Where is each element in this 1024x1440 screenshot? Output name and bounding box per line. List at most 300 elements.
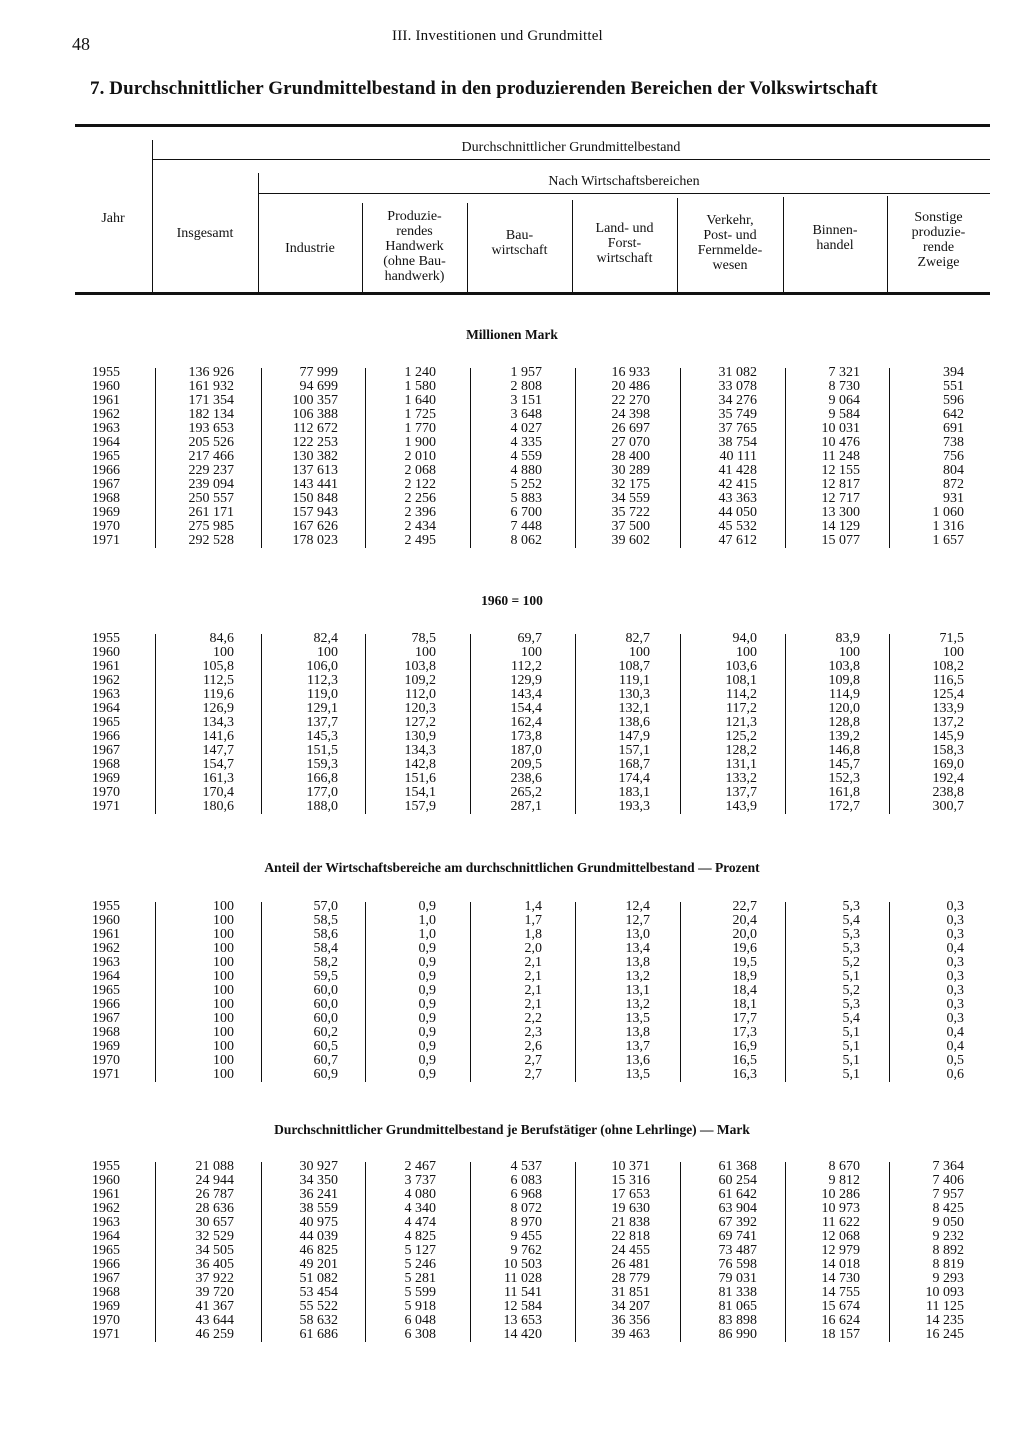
table-cell: 8 819 [932, 1257, 964, 1272]
table-cell: 58,2 [313, 955, 338, 970]
table-cell: 161,3 [202, 771, 234, 786]
table-cell: 0,3 [946, 955, 964, 970]
table-cell: 31 082 [718, 365, 757, 380]
year-cell: 1965 [92, 983, 120, 998]
table-cell: 120,0 [828, 701, 860, 716]
year-cell: 1964 [92, 969, 120, 984]
table-cell: 2,3 [524, 1025, 542, 1040]
header-industrie: Industrie [285, 241, 335, 256]
year-cell: 1971 [92, 533, 120, 548]
table-cell: 1 060 [932, 505, 964, 520]
year-cell: 1955 [92, 365, 120, 380]
column-handwerk [368, 632, 436, 814]
table-cell: 15 316 [611, 1173, 650, 1188]
year-cell: 1964 [92, 435, 120, 450]
table-cell: 9 050 [932, 1215, 964, 1230]
table-cell: 100 [213, 955, 234, 970]
table-cell: 35 749 [718, 407, 757, 422]
column-rule [470, 368, 471, 548]
table-cell: 63 904 [718, 1201, 757, 1216]
header-bottom-rule [75, 292, 990, 295]
table-cell: 82,7 [625, 631, 650, 646]
table-cell: 9 812 [828, 1173, 860, 1188]
table-cell: 5,1 [842, 1067, 860, 1082]
table-cell: 152,3 [828, 771, 860, 786]
year-cell: 1966 [92, 729, 120, 744]
table-cell: 804 [943, 463, 964, 478]
table-cell: 40 975 [299, 1215, 338, 1230]
table-cell: 45 532 [718, 519, 757, 534]
table-cell: 7 321 [828, 365, 860, 380]
table-cell: 1 640 [404, 393, 436, 408]
column-handwerk [368, 900, 436, 1082]
header-subspan-rule [258, 193, 990, 194]
table-cell: 114,2 [726, 687, 757, 702]
table-cell: 8 970 [510, 1215, 542, 1230]
table-cell: 168,7 [618, 757, 650, 772]
table-cell: 0,9 [418, 1025, 436, 1040]
table-cell: 19 630 [611, 1201, 650, 1216]
column-insgesamt [160, 632, 234, 814]
table-cell: 292 528 [188, 533, 234, 548]
table-cell: 112,2 [511, 659, 542, 674]
table-cell: 108,1 [725, 673, 757, 688]
table-cell: 131,1 [725, 757, 757, 772]
table-cell: 2,7 [524, 1053, 542, 1068]
table-cell: 265,2 [510, 785, 542, 800]
table-cell: 157,1 [618, 743, 650, 758]
table-cell: 5 883 [510, 491, 542, 506]
table-cell: 100 [213, 899, 234, 914]
year-cell: 1962 [92, 1201, 120, 1216]
table-cell: 8 670 [828, 1159, 860, 1174]
table-cell: 134,3 [202, 715, 234, 730]
table-cell: 4 340 [404, 1201, 436, 1216]
column-verkehr [683, 632, 757, 814]
table-cell: 167 626 [292, 519, 338, 534]
table-cell: 100 [317, 645, 338, 660]
table-cell: 1 900 [404, 435, 436, 450]
table-cell: 35 722 [611, 505, 650, 520]
table-cell: 2,6 [524, 1039, 542, 1054]
table-cell: 30 657 [195, 1215, 234, 1230]
table-cell: 5 281 [404, 1271, 436, 1286]
column-years [92, 900, 136, 1082]
table-cell: 7 364 [932, 1159, 964, 1174]
year-cell: 1966 [92, 997, 120, 1012]
table-cell: 1,0 [418, 927, 436, 942]
year-cell: 1962 [92, 407, 120, 422]
table-cell: 0,9 [418, 955, 436, 970]
year-cell: 1960 [92, 645, 120, 660]
table-cell: 154,7 [202, 757, 234, 772]
table-cell: 24 944 [195, 1173, 234, 1188]
table-cell: 161,8 [828, 785, 860, 800]
table-cell: 1,8 [524, 927, 542, 942]
table-cell: 100 [213, 913, 234, 928]
table-cell: 60,5 [313, 1039, 338, 1054]
table-cell: 10 476 [821, 435, 860, 450]
table-cell: 76 598 [718, 1257, 757, 1272]
year-cell: 1970 [92, 519, 120, 534]
table-cell: 24 455 [611, 1243, 650, 1258]
table-cell: 13,5 [625, 1067, 650, 1082]
table-cell: 139,2 [828, 729, 860, 744]
year-cell: 1967 [92, 1271, 120, 1286]
table-cell: 41 367 [195, 1299, 234, 1314]
table-cell: 86 990 [718, 1327, 757, 1342]
table-cell: 19,6 [732, 941, 757, 956]
table-cell: 1 725 [404, 407, 436, 422]
table-cell: 7 448 [510, 519, 542, 534]
table-cell: 1 770 [404, 421, 436, 436]
table-cell: 81 065 [718, 1299, 757, 1314]
table-cell: 137,7 [725, 785, 757, 800]
table-cell: 14 235 [925, 1313, 964, 1328]
table-cell: 11 028 [504, 1271, 542, 1286]
table-cell: 71,5 [939, 631, 964, 646]
table-cell: 12 817 [821, 477, 860, 492]
table-cell: 147,9 [618, 729, 650, 744]
table-cell: 32 529 [195, 1229, 234, 1244]
table-cell: 1 316 [932, 519, 964, 534]
table-cell: 61 368 [718, 1159, 757, 1174]
table-cell: 133,2 [725, 771, 757, 786]
table-cell: 43 644 [195, 1313, 234, 1328]
section-title: Anteil der Wirtschaftsbereiche am durchschnittlichen Grundmittelbestand — Prozent [264, 860, 760, 875]
table-cell: 12 068 [821, 1229, 860, 1244]
table-cell: 12 717 [821, 491, 860, 506]
table-cell: 58,5 [313, 913, 338, 928]
table-cell: 5,2 [842, 983, 860, 998]
table-cell: 8 425 [932, 1201, 964, 1216]
table-cell: 0,4 [946, 1039, 964, 1054]
table-cell: 28 636 [195, 1201, 234, 1216]
table-cell: 67 392 [718, 1215, 757, 1230]
table-cell: 82,4 [313, 631, 338, 646]
year-cell: 1969 [92, 771, 120, 786]
table-cell: 116,5 [933, 673, 964, 688]
table-cell: 112,0 [405, 687, 436, 702]
table-cell: 36 241 [299, 1187, 338, 1202]
table-cell: 2,1 [524, 955, 542, 970]
table-cell: 12 155 [821, 463, 860, 478]
table-cell: 133,9 [932, 701, 964, 716]
table-cell: 150 848 [292, 491, 338, 506]
table-cell: 84,6 [209, 631, 234, 646]
table-cell: 37 922 [195, 1271, 234, 1286]
table-cell: 239 094 [188, 477, 234, 492]
table-cell: 108,7 [618, 659, 650, 674]
table-cell: 137,2 [932, 715, 964, 730]
column-rule [575, 634, 576, 814]
table-cell: 129,9 [510, 673, 542, 688]
table-cell: 11 125 [926, 1299, 964, 1314]
table-cell: 39 720 [195, 1285, 234, 1300]
column-rule [470, 902, 471, 1082]
table-cell: 5,1 [842, 1053, 860, 1068]
table-cell: 21 088 [195, 1159, 234, 1174]
table-cell: 129,1 [306, 701, 338, 716]
column-rule [680, 1162, 681, 1342]
table-cell: 100 [943, 645, 964, 660]
year-cell: 1965 [92, 715, 120, 730]
table-cell: 26 787 [195, 1187, 234, 1202]
table-cell: 5,1 [842, 1039, 860, 1054]
table-cell: 73 487 [718, 1243, 757, 1258]
column-insgesamt [160, 1160, 234, 1342]
table-cell: 287,1 [510, 799, 542, 814]
table-cell: 173,8 [510, 729, 542, 744]
table-cell: 756 [943, 449, 964, 464]
column-sonstige [892, 1160, 964, 1342]
table-cell: 55 522 [299, 1299, 338, 1314]
table-cell: 138,6 [618, 715, 650, 730]
header-binnen: Binnen- handel [812, 223, 858, 253]
table-cell: 77 999 [299, 365, 338, 380]
table-cell: 300,7 [932, 799, 964, 814]
table-cell: 143,9 [725, 799, 757, 814]
table-cell: 14 420 [503, 1327, 542, 1342]
table-cell: 103,6 [725, 659, 757, 674]
table-cell: 7 406 [932, 1173, 964, 1188]
table-cell: 4 559 [510, 449, 542, 464]
year-cell: 1967 [92, 477, 120, 492]
column-binnen [788, 1160, 860, 1342]
table-cell: 16 624 [821, 1313, 860, 1328]
table-cell: 5,1 [842, 969, 860, 984]
column-land [578, 900, 650, 1082]
table-cell: 2 495 [404, 533, 436, 548]
table-cell: 60,0 [313, 997, 338, 1012]
table-cell: 157,9 [404, 799, 436, 814]
table-cell: 13,6 [625, 1053, 650, 1068]
table-cell: 5,2 [842, 955, 860, 970]
table-cell: 30 289 [611, 463, 650, 478]
table-cell: 100 [839, 645, 860, 660]
table-cell: 0,3 [946, 969, 964, 984]
table-cell: 2,1 [524, 997, 542, 1012]
column-land [578, 632, 650, 814]
section-title: Millionen Mark [466, 327, 558, 342]
year-cell: 1971 [92, 1327, 120, 1342]
column-rule [680, 902, 681, 1082]
column-rule [470, 1162, 471, 1342]
year-cell: 1961 [92, 927, 120, 942]
table-cell: 49 201 [299, 1257, 338, 1272]
table-cell: 114,9 [829, 687, 860, 702]
table-cell: 8 730 [828, 379, 860, 394]
table-cell: 137,7 [306, 715, 338, 730]
table-cell: 58,4 [313, 941, 338, 956]
table-cell: 154,1 [404, 785, 436, 800]
table-cell: 4 335 [510, 435, 542, 450]
table-cell: 9 584 [828, 407, 860, 422]
table-cell: 187,0 [510, 743, 542, 758]
table-cell: 36 405 [195, 1257, 234, 1272]
table-cell: 28 779 [611, 1271, 650, 1286]
table-title: 7. Durchschnittlicher Grundmittelbestand in den produzierenden Bereichen der Volkswirtschaft [90, 78, 878, 99]
table-cell: 100 [213, 1067, 234, 1082]
table-cell: 36 356 [611, 1313, 650, 1328]
table-cell: 4 537 [510, 1159, 542, 1174]
year-cell: 1965 [92, 1243, 120, 1258]
table-cell: 6 968 [510, 1187, 542, 1202]
table-cell: 166,8 [306, 771, 338, 786]
table-cell: 100 [213, 1011, 234, 1026]
table-cell: 120,3 [404, 701, 436, 716]
year-cell: 1966 [92, 1257, 120, 1272]
table-cell: 94,0 [732, 631, 757, 646]
column-rule [575, 1162, 576, 1342]
page-number: 48 [72, 34, 90, 54]
column-rule [680, 368, 681, 548]
table-cell: 1 240 [404, 365, 436, 380]
column-sonstige [892, 632, 964, 814]
table-cell: 3 648 [510, 407, 542, 422]
table-cell: 105,8 [202, 659, 234, 674]
header-insgesamt: Insgesamt [176, 226, 234, 241]
table-cell: 4 880 [510, 463, 542, 478]
table-cell: 2 256 [404, 491, 436, 506]
table-cell: 1 580 [404, 379, 436, 394]
table-cell: 275 985 [188, 519, 234, 534]
table-cell: 58 632 [299, 1313, 338, 1328]
table-cell: 103,8 [404, 659, 436, 674]
section-title: 1960 = 100 [481, 593, 543, 608]
table-cell: 122 253 [292, 435, 338, 450]
table-cell: 109,2 [404, 673, 436, 688]
table-cell: 44 050 [718, 505, 757, 520]
column-rule [155, 634, 156, 814]
column-rule [785, 1162, 786, 1342]
year-cell: 1962 [92, 941, 120, 956]
year-cell: 1963 [92, 687, 120, 702]
column-rule [785, 368, 786, 548]
year-cell: 1963 [92, 1215, 120, 1230]
table-cell: 16 245 [925, 1327, 964, 1342]
table-cell: 4 027 [510, 421, 542, 436]
section-title: Durchschnittlicher Grundmittelbestand je Berufstätiger (ohne Lehrlinge) — Mark [274, 1122, 750, 1137]
table-cell: 13,8 [625, 1025, 650, 1040]
table-cell: 14 730 [821, 1271, 860, 1286]
year-cell: 1969 [92, 1299, 120, 1314]
table-cell: 0,9 [418, 983, 436, 998]
table-cell: 174,4 [618, 771, 650, 786]
table-cell: 0,9 [418, 969, 436, 984]
table-cell: 15 674 [821, 1299, 860, 1314]
table-cell: 60 254 [718, 1173, 757, 1188]
table-cell: 2,7 [524, 1067, 542, 1082]
year-cell: 1969 [92, 1039, 120, 1054]
table-cell: 6 308 [404, 1327, 436, 1342]
year-cell: 1960 [92, 1173, 120, 1188]
column-rule [261, 902, 262, 1082]
header-span-rule [152, 159, 990, 160]
table-cell: 596 [943, 393, 964, 408]
table-cell: 20,0 [732, 927, 757, 942]
year-cell: 1967 [92, 743, 120, 758]
table-cell: 0,5 [946, 1053, 964, 1068]
table-cell: 188,0 [306, 799, 338, 814]
table-cell: 22 270 [611, 393, 650, 408]
table-cell: 46 259 [195, 1327, 234, 1342]
table-cell: 250 557 [188, 491, 234, 506]
column-rule [261, 1162, 262, 1342]
table-cell: 130,3 [618, 687, 650, 702]
table-cell: 8 892 [932, 1243, 964, 1258]
table-cell: 0,9 [418, 1067, 436, 1082]
header-verkehr: Verkehr, Post- und Fernmelde- wesen [697, 213, 763, 273]
table-cell: 57,0 [313, 899, 338, 914]
table-cell: 147,7 [202, 743, 234, 758]
table-cell: 192,4 [932, 771, 964, 786]
year-cell: 1962 [92, 673, 120, 688]
table-cell: 13,8 [625, 955, 650, 970]
table-cell: 61 686 [299, 1327, 338, 1342]
table-cell: 112 672 [293, 421, 338, 436]
table-cell: 132,1 [618, 701, 650, 716]
table-cell: 5,3 [842, 899, 860, 914]
table-cell: 94 699 [299, 379, 338, 394]
table-cell: 2 434 [404, 519, 436, 534]
table-cell: 5 918 [404, 1299, 436, 1314]
table-cell: 127,2 [404, 715, 436, 730]
table-cell: 238,8 [932, 785, 964, 800]
table-cell: 117,2 [726, 701, 757, 716]
column-rule [889, 368, 890, 548]
table-cell: 16,9 [732, 1039, 757, 1054]
column-binnen [788, 366, 860, 548]
table-cell: 126,9 [202, 701, 234, 716]
table-cell: 39 463 [611, 1327, 650, 1342]
table-cell: 134,3 [404, 743, 436, 758]
table-cell: 100 [213, 997, 234, 1012]
table-cell: 1 657 [932, 533, 964, 548]
table-cell: 0,6 [946, 1067, 964, 1082]
table-cell: 33 078 [718, 379, 757, 394]
table-cell: 119,1 [619, 673, 650, 688]
table-cell: 34 350 [299, 1173, 338, 1188]
table-cell: 100 [213, 941, 234, 956]
column-insgesamt [160, 366, 234, 548]
table-cell: 5,4 [842, 1011, 860, 1026]
table-cell: 238,6 [510, 771, 542, 786]
table-cell: 0,9 [418, 1053, 436, 1068]
table-cell: 53 454 [299, 1285, 338, 1300]
table-cell: 109,8 [828, 673, 860, 688]
table-cell: 14 755 [821, 1285, 860, 1300]
table-cell: 19,5 [732, 955, 757, 970]
table-cell: 9 762 [510, 1243, 542, 1258]
column-rule [470, 634, 471, 814]
table-cell: 69 741 [718, 1229, 757, 1244]
table-cell: 27 070 [611, 435, 650, 450]
table-cell: 5 246 [404, 1257, 436, 1272]
table-cell: 17,3 [732, 1025, 757, 1040]
table-cell: 146,8 [828, 743, 860, 758]
table-cell: 16,5 [732, 1053, 757, 1068]
table-cell: 60,0 [313, 983, 338, 998]
table-cell: 26 481 [611, 1257, 650, 1272]
table-cell: 8 062 [510, 533, 542, 548]
year-cell: 1971 [92, 799, 120, 814]
column-verkehr [683, 900, 757, 1082]
table-cell: 37 765 [718, 421, 757, 436]
column-insgesamt [160, 900, 234, 1082]
table-cell: 145,7 [828, 757, 860, 772]
table-cell: 931 [943, 491, 964, 506]
